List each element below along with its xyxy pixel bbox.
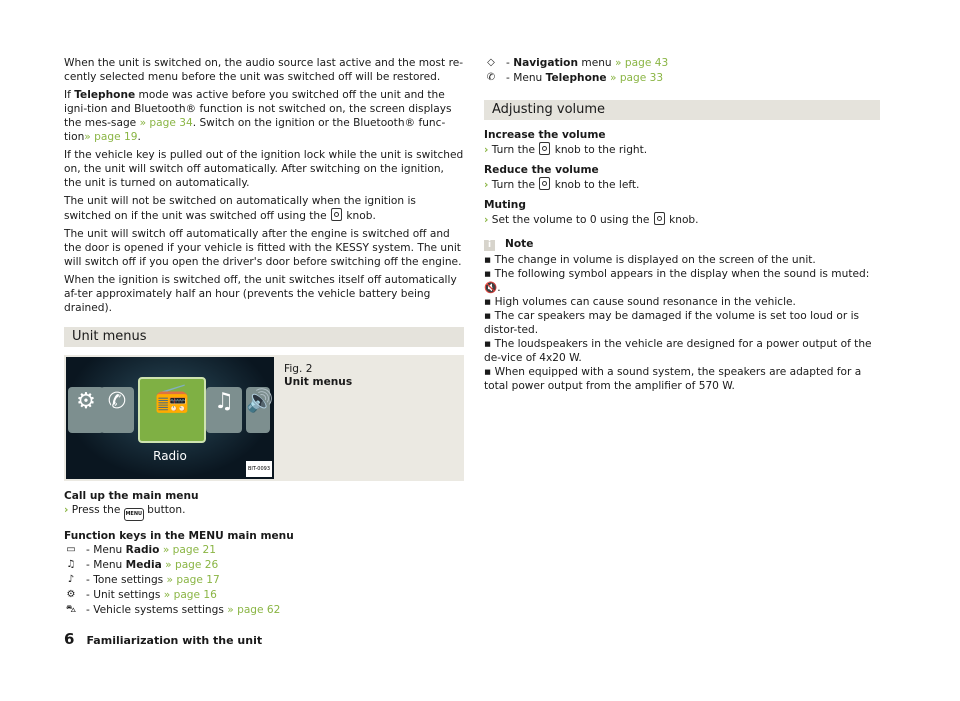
text: Turn the <box>491 144 539 156</box>
text: knob to the left. <box>551 179 640 191</box>
instruction <box>484 177 880 192</box>
text: button. <box>143 504 186 516</box>
text: Set the volume to 0 using the <box>491 214 653 226</box>
radio-icon: ▭ <box>66 544 76 555</box>
function-key-item <box>64 588 464 603</box>
page-number: 6 <box>64 630 75 648</box>
info-icon: i <box>484 240 495 251</box>
instruction <box>484 212 880 227</box>
text: The unit will not be switched on automatically when the ignition is switched on if the unit was switched off using the <box>64 195 416 222</box>
page-footer <box>64 630 262 648</box>
page-link[interactable]: » page 62 <box>223 604 281 616</box>
text: . Switch on the ignition or the Bluetooth® func-tion <box>64 117 446 143</box>
menu-item-text <box>506 71 663 85</box>
page-link[interactable]: » page 19 <box>84 131 138 143</box>
page-link[interactable]: » page 26 <box>161 559 219 571</box>
paragraph <box>64 88 464 144</box>
subheading: Increase the volume <box>484 129 606 141</box>
page-link[interactable]: » page 16 <box>160 589 217 601</box>
note-item: ▪ The loudspeakers in the vehicle are designed for a power output of the de-vice of 4x20 W. <box>484 338 872 364</box>
text: Turn the <box>491 179 539 191</box>
radio-tile <box>138 377 206 443</box>
paragraph: When the unit is switched on, the audio source last active and the most re-cently selected menu before the unit was switched off will be restored. <box>64 57 464 83</box>
text: mode was active before you switched off the unit and the igni-tion and Bluetooth® function is not switched on, the screen displays the mes-sage <box>64 89 452 129</box>
instruction <box>484 142 880 157</box>
unit-settings-icon: ⚙ <box>66 589 76 600</box>
page-link[interactable]: » page 17 <box>163 574 220 586</box>
page-link[interactable]: » page 34 <box>139 117 193 129</box>
menu-item-text <box>506 56 668 70</box>
figure-caption <box>284 363 352 389</box>
text: - Unit settings <box>86 589 161 601</box>
menu-list <box>484 56 880 86</box>
note-item: ▪ The change in volume is displayed on the screen of the unit. <box>484 254 816 266</box>
note-title: Note <box>505 238 534 250</box>
bold-term: Media <box>125 559 162 571</box>
note-text: The car speakers may be damaged if the volume is set too loud or is distor-ted. <box>484 310 860 336</box>
power-knob-icon <box>539 142 550 155</box>
bold-term: Telephone <box>545 72 607 84</box>
note-item: ▪ When equipped with a sound system, the speakers are adapted for a total power output from the amplifier of 570 W. <box>484 366 862 392</box>
media-icon: ♫ <box>66 559 76 570</box>
function-key-list <box>64 543 464 618</box>
note-text: The change in volume is displayed on the screen of the unit. <box>494 254 816 266</box>
bold-term: Telephone <box>74 89 136 101</box>
caption-number: Fig. 2 <box>284 363 313 375</box>
step-arrow-icon: › <box>484 179 489 191</box>
note-text: When equipped with a sound system, the speakers are adapted for a total power output from the amplifier of 570 W. <box>484 366 862 392</box>
tone-icon: ♪ <box>67 574 75 585</box>
function-key-item <box>64 603 464 618</box>
phone-icon: ✆ <box>107 389 127 414</box>
paragraph: The unit will switch off automatically after the engine is switched off and the door is opened if your vehicle is fitted with the KESSY system. The unit will switch off if you open the driver's door before switching off the engine. <box>64 228 462 268</box>
paragraph <box>64 194 464 223</box>
step-arrow-icon: › <box>64 504 69 516</box>
navigation-icon: ◇ <box>487 57 495 68</box>
step-arrow-icon: › <box>484 144 489 156</box>
text: menu <box>578 57 612 69</box>
text: . <box>137 131 141 143</box>
radio-icon: 📻 <box>154 381 190 414</box>
caption-title: Unit menus <box>284 376 353 388</box>
page-link[interactable]: » page 43 <box>611 57 669 69</box>
car-icon: ⛍ <box>65 604 77 615</box>
note-text: High volumes can cause sound resonance in the vehicle. <box>494 296 796 308</box>
note-heading <box>484 237 880 251</box>
text: - Menu <box>86 544 126 556</box>
sound-tile <box>246 387 274 433</box>
power-knob-icon <box>331 208 342 221</box>
text: - Menu <box>86 559 126 571</box>
footer-title: Familiarization with the unit <box>86 634 263 647</box>
function-key-item <box>64 543 464 558</box>
function-key-item <box>64 573 464 588</box>
page-link[interactable]: » page 21 <box>159 544 216 556</box>
function-key-text <box>86 573 220 587</box>
instruction <box>64 503 464 521</box>
section-heading: Unit menus <box>64 327 464 347</box>
function-key-text <box>86 558 218 572</box>
note-item: ▪ The car speakers may be damaged if the volume is set too loud or is distor-ted. <box>484 310 860 336</box>
media-tile <box>206 387 242 433</box>
text: Press the <box>71 504 124 516</box>
power-knob-icon <box>539 177 550 190</box>
text: - Vehicle systems settings <box>86 604 224 616</box>
left-column <box>64 56 464 618</box>
paragraph: If the vehicle key is pulled out of the ignition lock while the unit is switched on, the unit will switch off automatically. After switching on the ignition, the unit is turned on automatically. <box>64 149 464 189</box>
note-list <box>484 253 880 393</box>
wrench-icon: ⚙ <box>76 389 96 414</box>
right-column <box>484 56 880 393</box>
subheading: Muting <box>484 199 526 211</box>
function-key-text <box>86 603 280 617</box>
note-item: ▪ High volumes can cause sound resonance in the vehicle. <box>484 296 796 308</box>
text: If <box>64 89 75 101</box>
note-text: The loudspeakers in the vehicle are designed for a power output of the de-vice of 4x20 W. <box>484 338 872 364</box>
menu-item <box>484 71 880 86</box>
function-key-text <box>86 588 217 602</box>
text: - Tone settings <box>86 574 164 586</box>
figure-code: BIT-0093 <box>246 461 272 477</box>
note-item: ▪ The following symbol appears in the display when the sound is muted: 🔇. <box>484 268 870 294</box>
section-heading: Adjusting volume <box>484 100 880 120</box>
figure <box>64 355 464 481</box>
menu-item <box>484 56 880 71</box>
text: knob. <box>665 214 699 226</box>
function-key-text <box>86 543 216 557</box>
text: knob to the right. <box>551 144 648 156</box>
text: - <box>506 57 514 69</box>
paragraph: When the ignition is switched off, the unit switches itself off automatically af-ter approximately half an hour (prevents the vehicle battery being drained). <box>64 274 457 314</box>
function-key-item <box>64 558 464 573</box>
subheading: Call up the main menu <box>64 490 199 502</box>
phone-tile <box>100 387 134 433</box>
bold-term: Radio <box>125 544 160 556</box>
subheading: Reduce the volume <box>484 164 599 176</box>
unit-screen-image <box>66 357 274 479</box>
bold-term: Navigation <box>513 57 579 69</box>
telephone-icon: ✆ <box>486 72 496 83</box>
text: - Menu <box>506 72 546 84</box>
subheading: Function keys in the MENU main menu <box>64 530 294 542</box>
speaker-icon: 🔊 <box>246 389 274 414</box>
media-icon: ♫ <box>214 389 234 414</box>
text: knob. <box>343 210 376 222</box>
step-arrow-icon: › <box>484 214 489 226</box>
note-text: The following symbol appears in the display when the sound is muted: 🔇. <box>484 268 870 294</box>
power-knob-icon <box>654 212 665 225</box>
page-link[interactable]: » page 33 <box>606 72 664 84</box>
menu-button-icon: MENU <box>124 508 144 521</box>
screen-label: Radio <box>153 449 187 463</box>
settings-tile <box>68 387 104 433</box>
